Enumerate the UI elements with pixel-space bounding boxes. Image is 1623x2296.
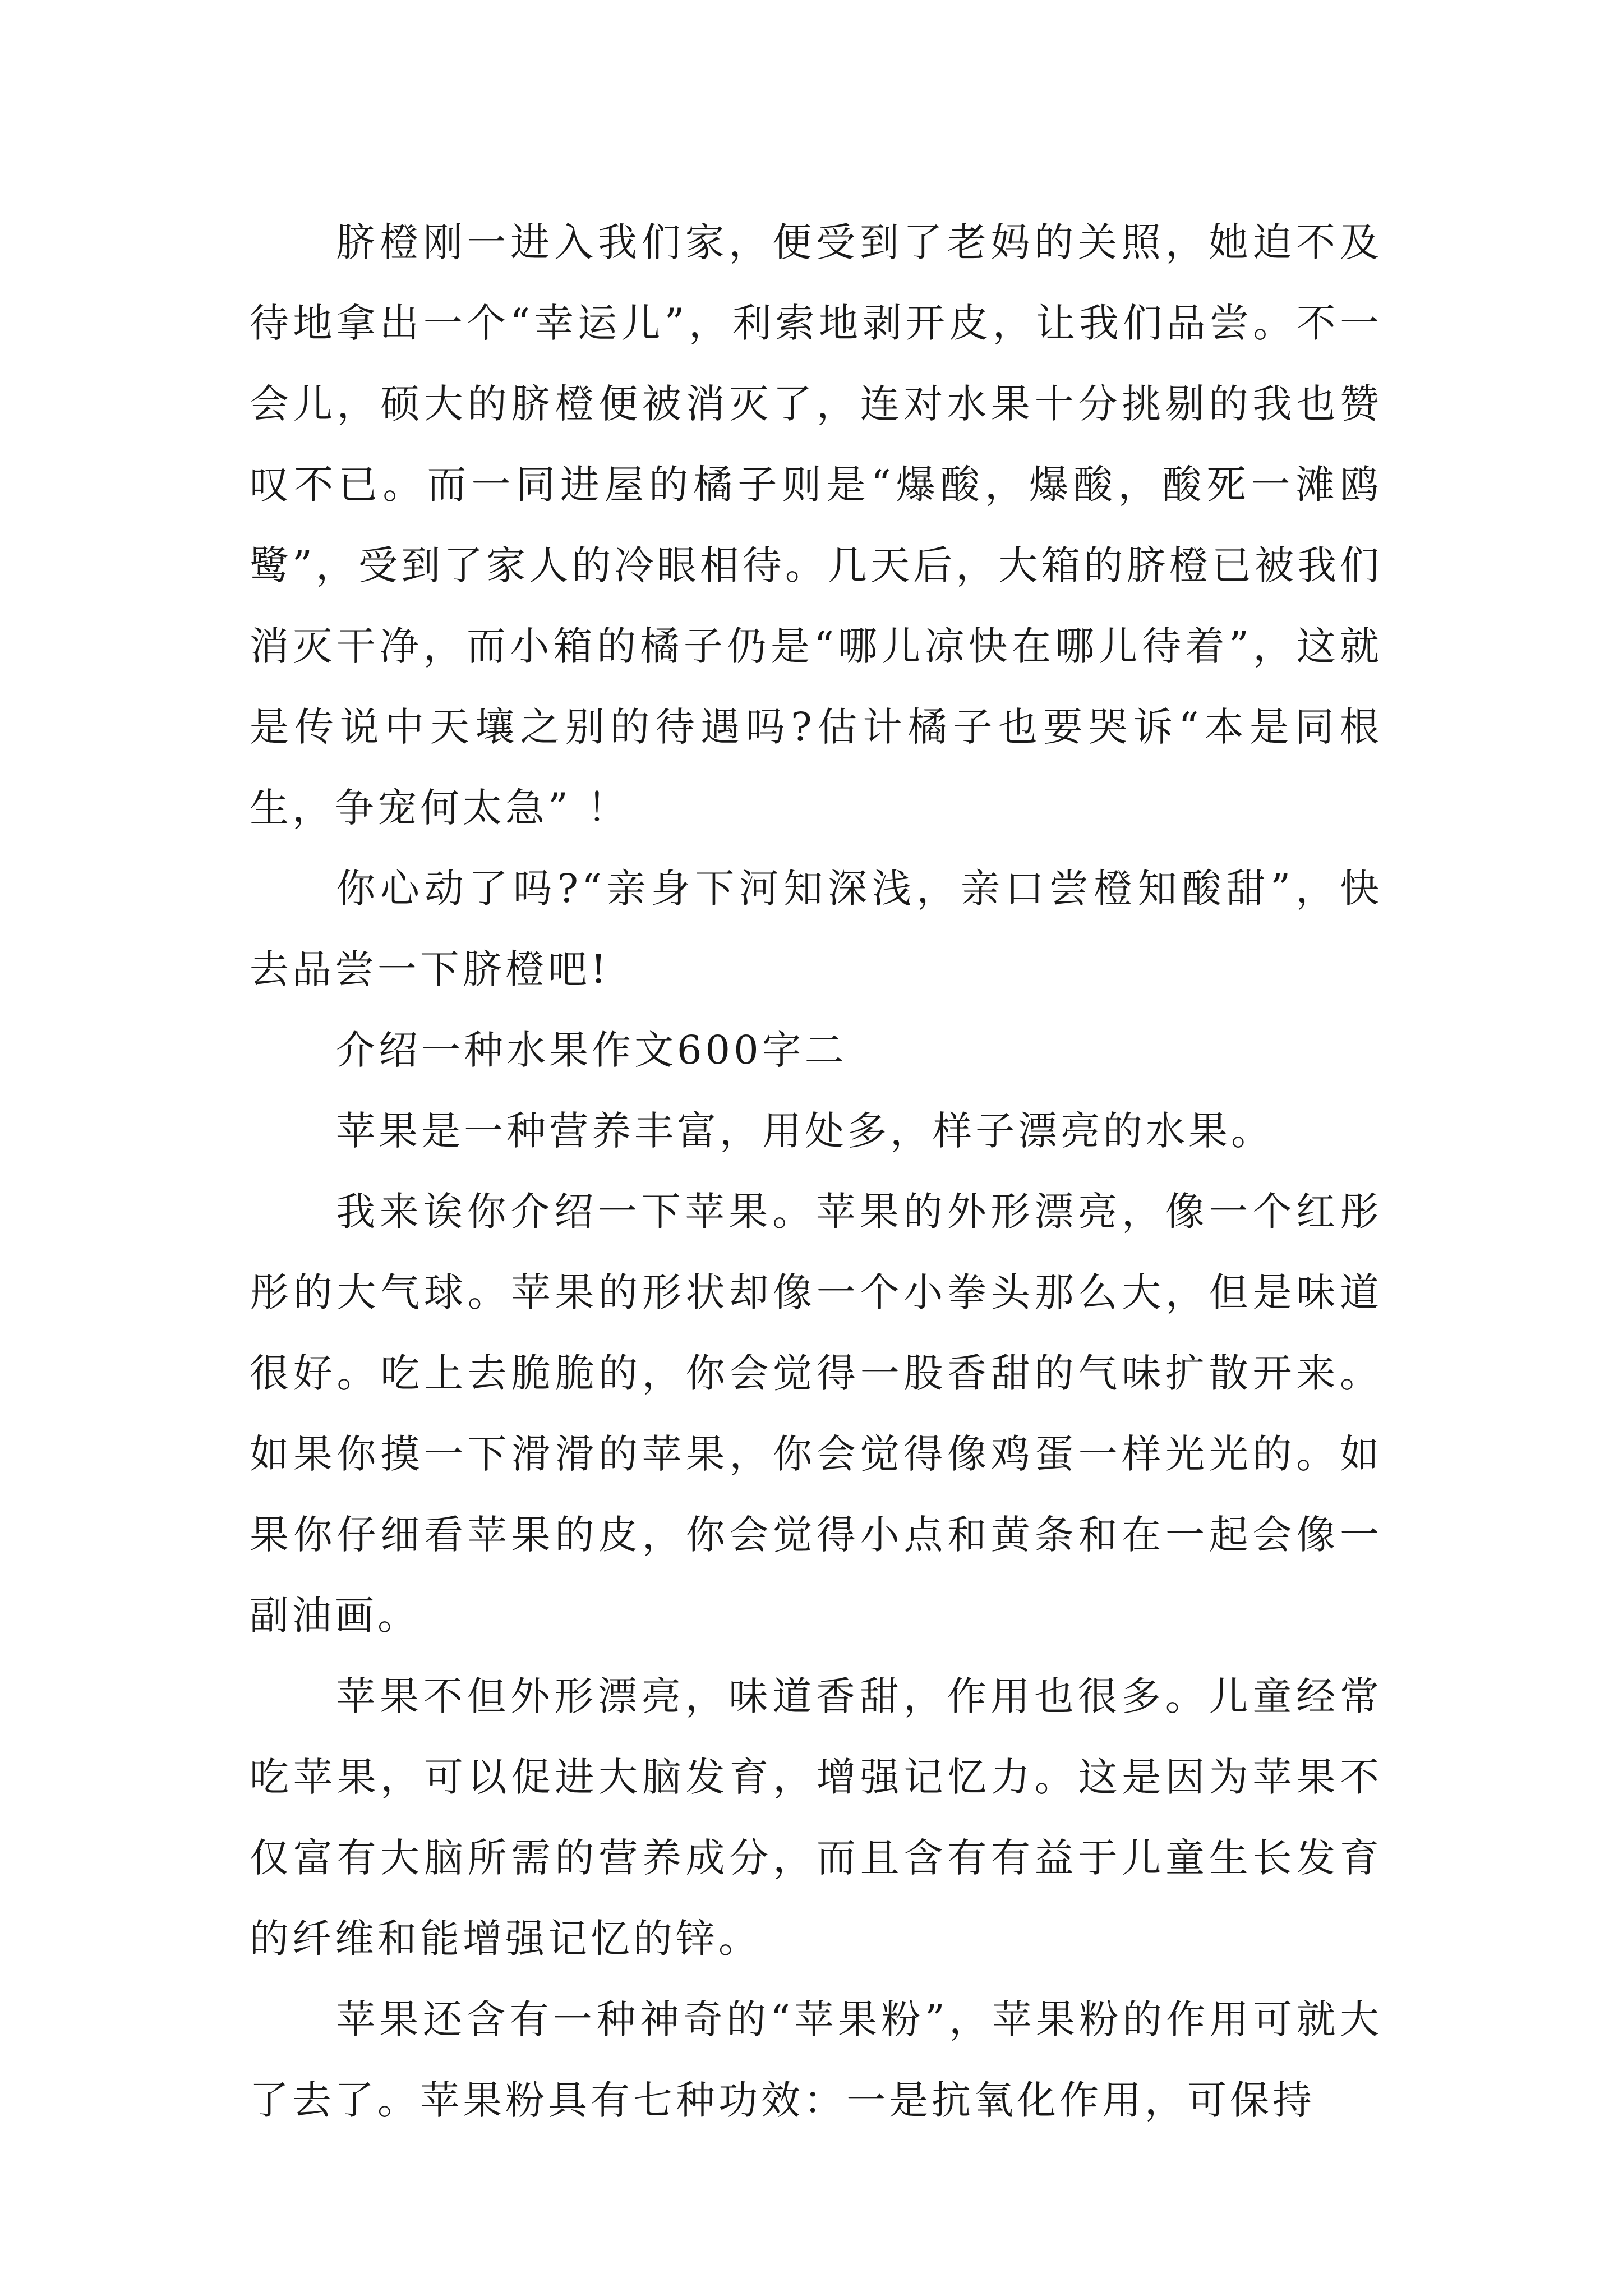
paragraph-apple-benefits: 苹果不但外形漂亮，味道香甜，作用也很多。儿童经常吃苹果，可以促进大脑发育，增强记忆力。这是因为苹果不仅富有大脑所需的营养成分，而且含有有益于儿童生长发育的纤维和能增强记忆的锌。 — [250, 1673, 1382, 1962]
paragraph-invitation: 你心动了吗?“亲身下河知深浅，亲口尝橙知酸甜”，快去品尝一下脐橙吧! — [250, 866, 1382, 992]
section-heading: 介绍一种水果作文600字二 — [336, 1027, 847, 1073]
paragraph-apple-powder: 苹果还含有一种神奇的“苹果粉”，苹果粉的作用可就大了去了。苹果粉具有七种功效：一是抗氧化作用，可保持 — [250, 1996, 1382, 2123]
document-body — [250, 202, 1382, 2141]
paragraph-apple-intro: 苹果是一种营养丰富，用处多，样子漂亮的水果。 — [336, 1108, 1274, 1154]
paragraph-apple-appearance: 我来诶你介绍一下苹果。苹果的外形漂亮，像一个红彤彤的大气球。苹果的形状却像一个小拳头那么大，但是味道很好。吃上去脆脆的，你会觉得一股香甜的气味扩散开来。如果你摸一下滑滑的苹果，你会觉得像鸡蛋一样光光的。如果你仔细看苹果的皮，你会觉得小点和黄条和在一起会像一副油画。 — [250, 1189, 1382, 1639]
paragraph-navel-orange-story: 脐橙刚一进入我们家，便受到了老妈的关照，她迫不及待地拿出一个“幸运儿”，利索地剥开皮，让我们品尝。不一会儿，硕大的脐橙便被消灭了，连对水果十分挑剔的我也赞叹不已。而一同进屋的橘子则是“爆酸，爆酸，酸死一滩鸥鹭”，受到了家人的冷眼相待。几天后，大箱的脐橙已被我们消灭干净，而小箱的橘子仍是“哪儿凉快在哪儿待着”，这就是传说中天壤之别的待遇吗?估计橘子也要哭诉“本是同根生，争宠何太急” ！ — [250, 219, 1382, 831]
